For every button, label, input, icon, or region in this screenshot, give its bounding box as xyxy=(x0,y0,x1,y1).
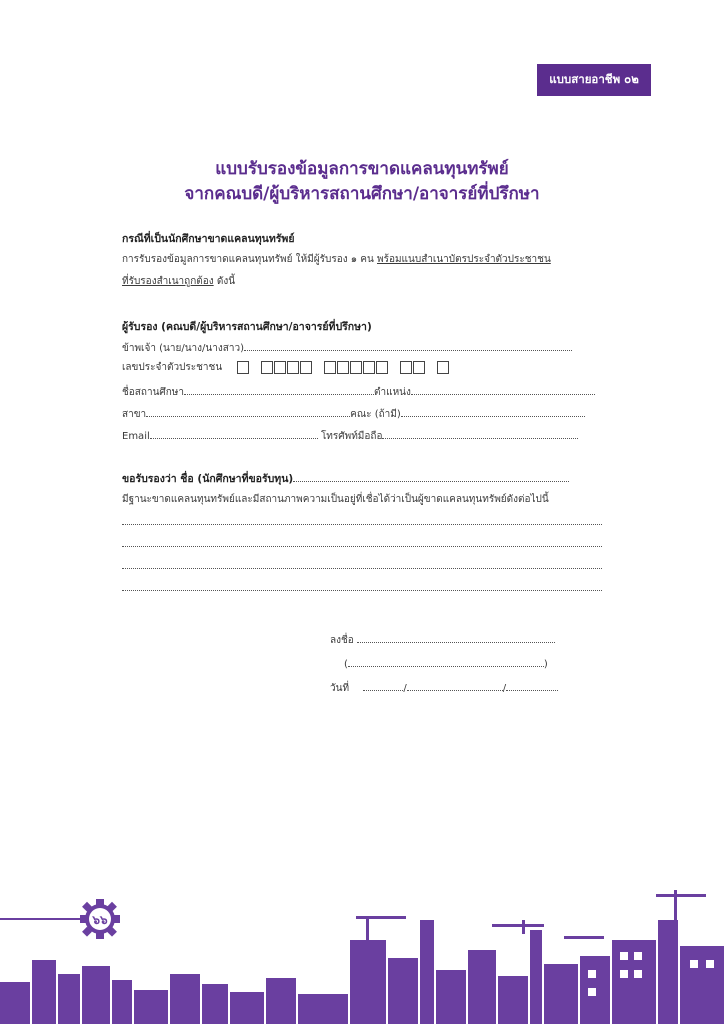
branch-faculty-row xyxy=(122,406,585,422)
details-line-1[interactable] xyxy=(122,524,602,525)
instruction-underlined-text: ที่รับรองสำเนาถูกต้อง xyxy=(122,276,214,287)
school-field[interactable] xyxy=(184,384,374,395)
date-label: วันที่ xyxy=(330,683,350,694)
student-name-row xyxy=(122,470,569,487)
details-line-4[interactable] xyxy=(122,590,602,591)
name-field[interactable] xyxy=(244,340,572,351)
footer-rule xyxy=(0,918,84,920)
name-label: ข้าพเจ้า (นาย/นาง/นางสาว) xyxy=(122,343,244,354)
paren-open: ( xyxy=(344,659,348,670)
signature-label: ลงชื่อ xyxy=(330,635,354,646)
form-type-badge: แบบสายอาชีพ ๐๒ xyxy=(537,64,651,96)
instruction-line-1 xyxy=(122,252,551,267)
email-field[interactable] xyxy=(150,428,318,439)
branch-label: สาขา xyxy=(122,409,147,420)
date-month-field[interactable] xyxy=(407,680,503,691)
printed-name-row xyxy=(344,656,548,670)
form-title-line2: จากคณบดี/ผู้บริหารสถานศึกษา/อาจารย์ที่ปรึกษา xyxy=(184,184,540,204)
instruction-underlined-text: พร้อมแนบสำเนาบัตรประจำตัวประชาชน xyxy=(377,254,551,265)
date-separator: / xyxy=(502,683,507,694)
details-line-2[interactable] xyxy=(122,546,602,547)
id-number-label: เลขประจำตัวประชาชน xyxy=(122,362,223,373)
id-number-row xyxy=(122,360,450,375)
instruction-text: การรับรองข้อมูลการขาดแคลนทุนทรัพย์ ให้มีผู้รับรอง ๑ คน xyxy=(122,254,377,265)
email-label: Email xyxy=(122,431,150,442)
faculty-label: คณะ (ถ้ามี) xyxy=(350,409,401,420)
date-day-field[interactable] xyxy=(363,680,403,691)
section-heading-certify-student: ขอรับรองว่า ชื่อ (นักศึกษาที่ขอรับทุน) xyxy=(122,473,294,485)
school-label: ชื่อสถานศึกษา xyxy=(122,387,185,398)
position-field[interactable] xyxy=(411,384,595,395)
signature-row xyxy=(330,632,555,648)
printed-name-field[interactable] xyxy=(348,656,544,667)
page-number: ๖๖ xyxy=(92,913,108,927)
signature-field[interactable] xyxy=(357,632,555,643)
id-number-boxes[interactable] xyxy=(237,362,451,373)
date-separator: / xyxy=(403,683,407,694)
school-position-row xyxy=(122,384,595,400)
certifier-name-row xyxy=(122,340,572,356)
paren-close: ) xyxy=(543,659,548,670)
position-label: ตำแหน่ง xyxy=(374,387,411,398)
student-name-field[interactable] xyxy=(293,471,569,482)
instruction-line-2 xyxy=(122,274,235,289)
section-heading-student-case: กรณีที่เป็นนักศึกษาขาดแคลนทุนทรัพย์ xyxy=(122,233,295,245)
faculty-field[interactable] xyxy=(401,406,585,417)
email-phone-row xyxy=(122,428,578,444)
date-year-field[interactable] xyxy=(506,680,558,691)
phone-field[interactable] xyxy=(382,428,578,439)
hardship-statement: มีฐานะขาดแคลนทุนทรัพย์และมีสถานภาพความเป็นอยู่ที่เชื่อได้ว่าเป็นผู้ขาดแคลนทุนทรัพย์ดังต่อไปนี้ xyxy=(122,494,549,505)
section-heading-certifier: ผู้รับรอง (คณบดี/ผู้บริหารสถานศึกษา/อาจารย์ที่ปรึกษา) xyxy=(122,321,372,333)
branch-field[interactable] xyxy=(146,406,350,417)
instruction-text: ดังนี้ xyxy=(213,276,236,287)
form-title-line1: แบบรับรองข้อมูลการขาดแคลนทุนทรัพย์ xyxy=(215,159,509,179)
date-row xyxy=(330,680,558,696)
construction-skyline-illustration xyxy=(0,880,724,1024)
phone-label: โทรศัพท์มือถือ xyxy=(320,431,383,442)
details-line-3[interactable] xyxy=(122,568,602,569)
